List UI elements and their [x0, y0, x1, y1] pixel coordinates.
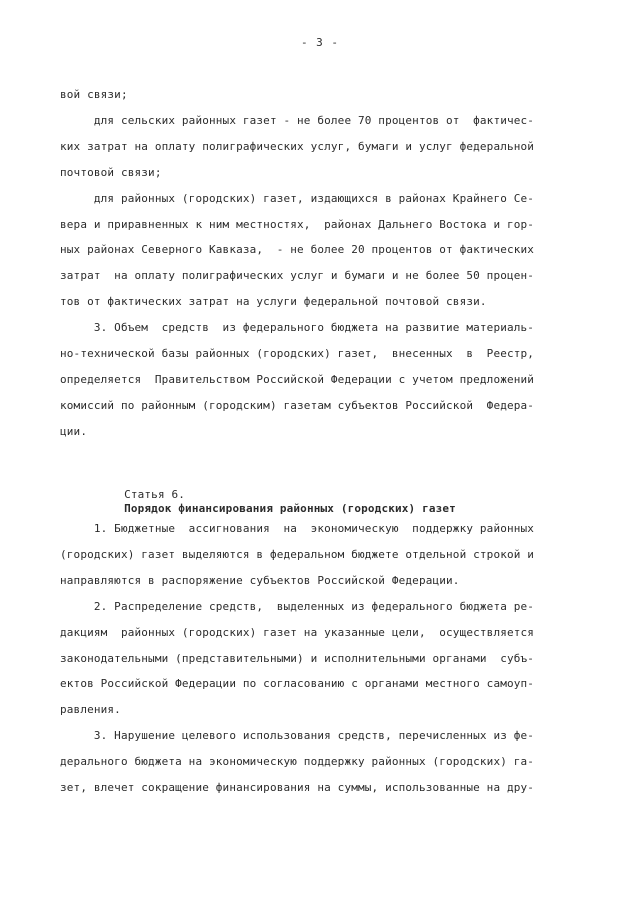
text-line: равления.	[60, 703, 121, 717]
text-line: комиссий по районным (городским) газетам субъектов Российской Федера-	[60, 398, 535, 412]
text-line: ных районах Северного Кавказа, - не более 20 процентов от фактических	[60, 243, 535, 257]
text-line: ции.	[60, 424, 88, 438]
text-line: законодательными (представительными) и исполнительными органами субъ-	[60, 651, 535, 665]
text-line: дакциям районных (городских) газет на указанные цели, осуществляется	[60, 625, 535, 639]
text-line: определяется Правительством Российской Федерации с учетом предложений	[60, 372, 535, 386]
text-line: тов от фактических затрат на услуги федеральной почтовой связи.	[60, 295, 487, 309]
text-line: но-технической базы районных (городских) газет, внесенных в Реестр,	[60, 347, 535, 360]
text-line: почтовой связи;	[60, 165, 162, 179]
text-line: ектов Российской Федерации по согласованию с органами местного самоуп-	[60, 677, 535, 691]
text-line: зет, влечет сокращение финансирования на суммы, использованные на дру-	[60, 781, 535, 794]
text-line: вера и приравненных к ним местностях, районах Дальнего Востока и гор-	[60, 217, 535, 231]
text-line: вой связи;	[60, 88, 128, 101]
text-line: для сельских районных газет - не более 70 процентов от фактичес-	[60, 113, 535, 127]
text-line: направляются в распоряжение субъектов Российской Федерации.	[60, 573, 460, 587]
article-label: Статья 6.	[124, 488, 186, 501]
text-line: 1. Бюджетные ассигнования на экономическую поддержку районных	[60, 522, 535, 535]
text-line: затрат на оплату полиграфических услуг и бумаги и не более 50 процен-	[60, 269, 535, 283]
text-line: (городских) газет выделяются в федеральном бюджете отдельной строкой и	[60, 547, 535, 561]
text-line: 3. Нарушение целевого использования средств, перечисленных из фе-	[60, 729, 535, 743]
text-line: 2. Распределение средств, выделенных из федерального бюджета ре-	[60, 599, 535, 613]
page-number: - 3 -	[300, 36, 340, 49]
text-line: ких затрат на оплату полиграфических услуг, бумаги и услуг федеральной	[60, 139, 535, 153]
article-title: Порядок финансирования районных (городских) газет	[124, 502, 456, 515]
text-line: для районных (городских) газет, издающихся в районах Крайнего Се-	[60, 191, 535, 205]
text-line: дерального бюджета на экономическую поддержку районных (городских) га-	[60, 755, 535, 769]
text-line: 3. Объем средств из федерального бюджета на развитие материаль-	[60, 321, 535, 335]
